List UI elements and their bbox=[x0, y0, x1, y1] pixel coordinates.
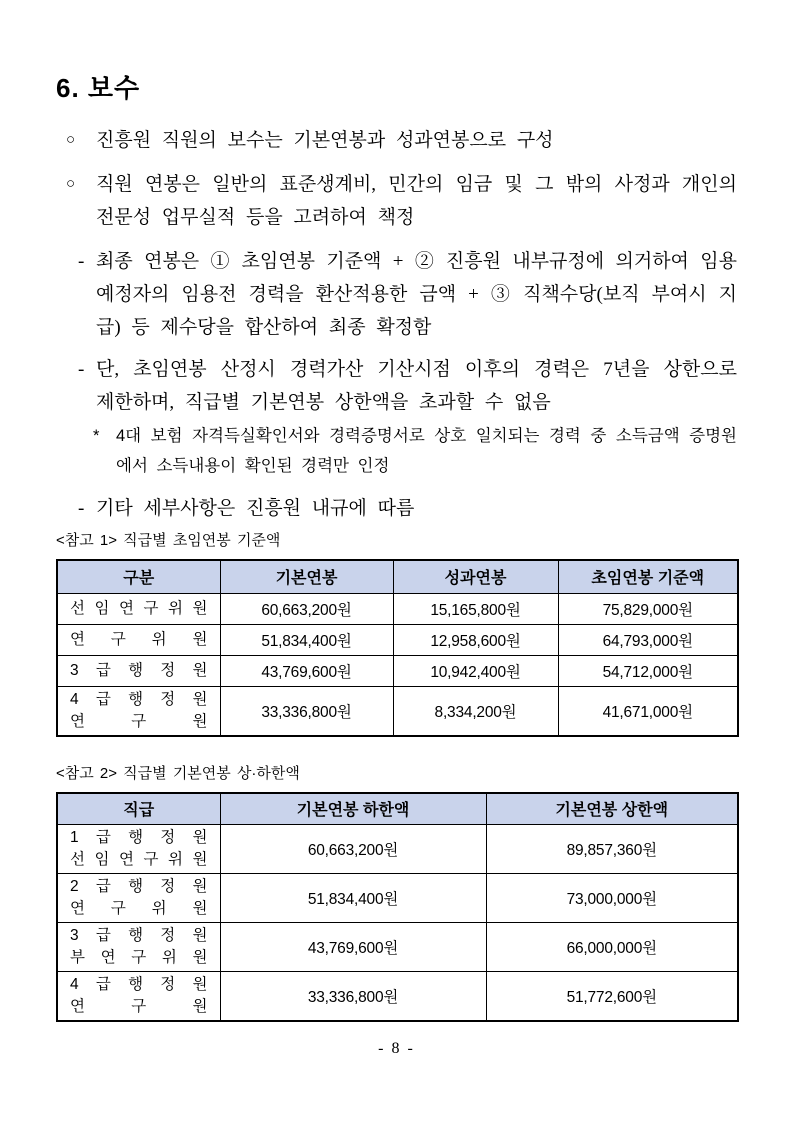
upper-limit-cell: 89,857,360원 bbox=[486, 824, 738, 873]
sub-bullet-item bbox=[56, 492, 737, 525]
grade-label-cell bbox=[57, 624, 220, 655]
upper-limit-cell: 73,000,000원 bbox=[486, 873, 738, 922]
starting-salary-cell: 75,829,000원 bbox=[558, 593, 738, 624]
column-header: 기본연봉 상한액 bbox=[486, 793, 738, 824]
table-header-row bbox=[57, 560, 738, 593]
performance-salary-cell: 12,958,600원 bbox=[393, 624, 558, 655]
upper-limit-cell: 66,000,000원 bbox=[486, 922, 738, 971]
table1-caption: <참고 1> 직급별 초임연봉 기준액 bbox=[56, 532, 281, 549]
bullet-item bbox=[56, 124, 737, 157]
column-header: 직급 bbox=[57, 793, 220, 824]
column-header: 기본연봉 하한액 bbox=[220, 793, 486, 824]
starting-salary-cell: 64,793,000원 bbox=[558, 624, 738, 655]
dash-bullet-icon: - bbox=[78, 359, 85, 380]
footnote-item bbox=[56, 421, 737, 481]
paragraph-text: 직원 연봉은 일반의 표준생계비, 민간의 임금 및 그 밖의 사정과 개인의 전문성 업무실적 등을 고려하여 책정 bbox=[96, 174, 737, 228]
lower-limit-cell: 33,336,800원 bbox=[220, 971, 486, 1021]
table-starting-salary bbox=[56, 559, 739, 737]
table-row bbox=[57, 873, 738, 922]
table-row bbox=[57, 971, 738, 1021]
starting-salary-cell: 54,712,000원 bbox=[558, 655, 738, 686]
grade-label: 선 임 연 구 위 원 bbox=[70, 599, 208, 617]
grade-label: 1 급 행 정 원 bbox=[70, 828, 208, 846]
grade-label-cell bbox=[57, 593, 220, 624]
grade-label: 연 구 원 bbox=[70, 712, 208, 730]
grade-label: 선 임 연 구 위 원 bbox=[70, 850, 208, 868]
grade-label: 부 연 구 위 원 bbox=[70, 948, 208, 966]
column-header: 구분 bbox=[57, 560, 220, 593]
performance-salary-cell: 8,334,200원 bbox=[393, 686, 558, 736]
grade-label-cell bbox=[57, 686, 220, 736]
performance-salary-cell: 10,942,400원 bbox=[393, 655, 558, 686]
column-header: 초임연봉 기준액 bbox=[558, 560, 738, 593]
paragraph-text: 기타 세부사항은 진흥원 내규에 따름 bbox=[96, 498, 415, 519]
sub-bullet-item bbox=[56, 245, 737, 344]
starting-salary-cell: 41,671,000원 bbox=[558, 686, 738, 736]
dash-bullet-icon: - bbox=[78, 498, 85, 519]
grade-label-cell bbox=[57, 655, 220, 686]
table-row bbox=[57, 686, 738, 736]
section-title: 6. 보수 bbox=[56, 73, 141, 103]
paragraph-text: 단, 초임연봉 산정시 경력가산 기산시점 이후의 경력은 7년을 상한으로 제한하며, 직급별 기본연봉 상한액을 초과할 수 없음 bbox=[96, 359, 737, 413]
table-row bbox=[57, 655, 738, 686]
page-number: - 8 - bbox=[378, 1040, 415, 1057]
grade-label-cell bbox=[57, 873, 220, 922]
column-header: 기본연봉 bbox=[220, 560, 393, 593]
dash-bullet-icon: - bbox=[78, 251, 85, 272]
table2-caption: <참고 2> 직급별 기본연봉 상·하한액 bbox=[56, 765, 300, 782]
paragraph-text: 최종 연봉은 ① 초임연봉 기준액 + ② 진흥원 내부규정에 의거하여 임용 예정자의 임용전 경력을 환산적용한 금액 + ③ 직책수당(보직 부여시 지급) 등 제수당을 합산하여 최종 확정함 bbox=[96, 251, 737, 338]
base-salary-cell: 51,834,400원 bbox=[220, 624, 393, 655]
grade-label: 4 급 행 정 원 bbox=[70, 975, 208, 993]
table-header-row bbox=[57, 793, 738, 824]
performance-salary-cell: 15,165,800원 bbox=[393, 593, 558, 624]
sub-bullet-item bbox=[56, 353, 737, 419]
circle-bullet-icon: ○ bbox=[66, 132, 76, 148]
table-row bbox=[57, 922, 738, 971]
grade-label: 4 급 행 정 원 bbox=[70, 690, 208, 708]
table-row bbox=[57, 593, 738, 624]
table-row bbox=[57, 624, 738, 655]
grade-label: 3 급 행 정 원 bbox=[70, 661, 208, 679]
lower-limit-cell: 43,769,600원 bbox=[220, 922, 486, 971]
lower-limit-cell: 51,834,400원 bbox=[220, 873, 486, 922]
base-salary-cell: 43,769,600원 bbox=[220, 655, 393, 686]
bullet-item bbox=[56, 168, 737, 234]
table-row bbox=[57, 824, 738, 873]
paragraph-text: 4대 보험 자격득실확인서와 경력증명서로 상호 일치되는 경력 중 소득금액 증명원에서 소득내용이 확인된 경력만 인정 bbox=[116, 427, 737, 475]
grade-label-cell bbox=[57, 922, 220, 971]
table-salary-limits bbox=[56, 792, 739, 1022]
grade-label-cell bbox=[57, 971, 220, 1021]
lower-limit-cell: 60,663,200원 bbox=[220, 824, 486, 873]
grade-label: 연 구 원 bbox=[70, 997, 208, 1015]
upper-limit-cell: 51,772,600원 bbox=[486, 971, 738, 1021]
grade-label: 3 급 행 정 원 bbox=[70, 926, 208, 944]
grade-label: 2 급 행 정 원 bbox=[70, 877, 208, 895]
asterisk-bullet-icon: * bbox=[93, 427, 100, 445]
paragraph-text: 진흥원 직원의 보수는 기본연봉과 성과연봉으로 구성 bbox=[96, 130, 554, 151]
base-salary-cell: 60,663,200원 bbox=[220, 593, 393, 624]
column-header: 성과연봉 bbox=[393, 560, 558, 593]
grade-label: 연 구 위 원 bbox=[70, 630, 208, 648]
circle-bullet-icon: ○ bbox=[66, 176, 76, 192]
base-salary-cell: 33,336,800원 bbox=[220, 686, 393, 736]
grade-label: 연 구 위 원 bbox=[70, 899, 208, 917]
grade-label-cell bbox=[57, 824, 220, 873]
